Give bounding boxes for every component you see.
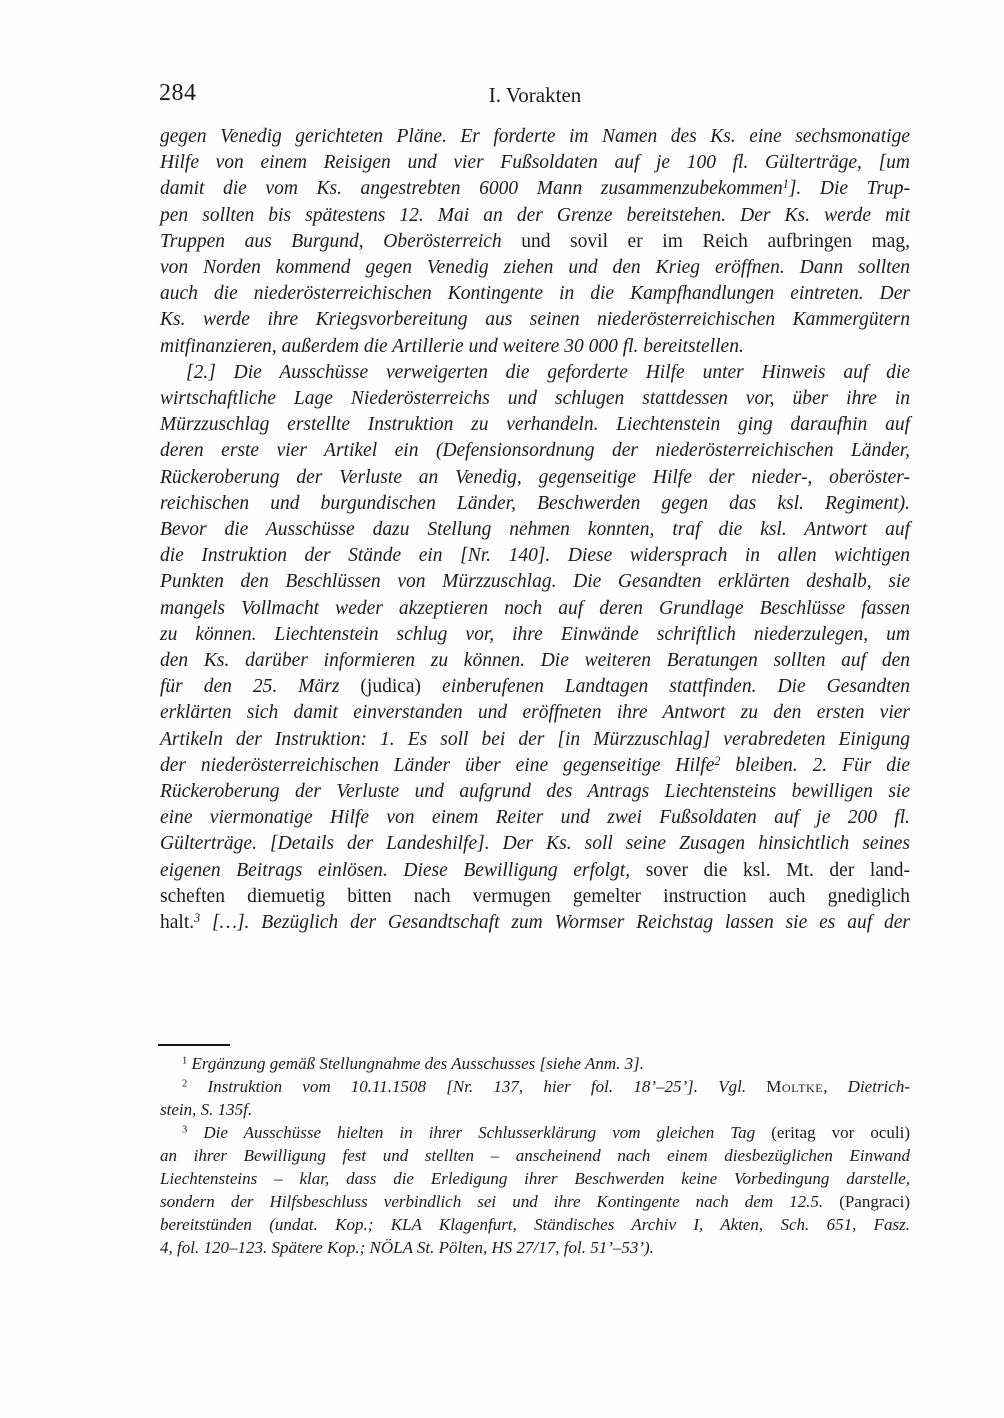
text-line [160, 412, 910, 438]
text-run: erklärten sich damit einverstanden und eröffneten ihre Antwort zu den ersten vier [160, 702, 910, 724]
text-line [160, 648, 910, 674]
text-line [160, 307, 910, 333]
text-line [160, 700, 910, 726]
main-text-block [160, 124, 910, 936]
text-run: sondern der Hilfsbeschluss verbindlich sei und ihre Kontingente nach dem 12.5. [160, 1192, 840, 1211]
text-run: deren erste vier Artikel ein (Defensionsordnung der niederösterreichischen Länder, [160, 440, 910, 462]
text-line [160, 1121, 910, 1144]
text-line [160, 1236, 910, 1259]
text-line [160, 1075, 910, 1098]
text-line [160, 386, 910, 412]
text-run: Hilfe von einem Reisigen und vier Fußsoldaten auf je 100 fl. Gülterträge, [um [160, 152, 910, 174]
text-line [160, 124, 910, 150]
text-run: Ks. werde ihre Kriegsvorbereitung aus seinen niederösterreichischen Kammergütern [160, 309, 910, 331]
text-line [160, 281, 910, 307]
text-run: der niederösterreichischen Länder über eine gegenseitige Hilfe [160, 754, 715, 776]
text-line [160, 831, 910, 857]
text-line [160, 727, 910, 753]
text-run: Rückeroberung der Verluste an Venedig, gegenseitige Hilfe der nieder-, oberöster- [160, 466, 910, 488]
text-line [160, 203, 910, 229]
text-line [160, 753, 910, 779]
footnote-marker: 1 [782, 177, 789, 192]
text-run: Rückeroberung der Verluste und aufgrund des Antrags Liechtensteins bewilligen sie [160, 781, 910, 803]
text-run: auch die niederösterreichischen Kontingente in die Kampfhandlungen eintreten. Der [160, 283, 910, 305]
text-line [160, 465, 910, 491]
text-run: Ergänzung gemäß Stellungnahme des Ausschusses [siehe Anm. 3]. [187, 1054, 645, 1073]
text-run: eigenen Beitrags einlösen. Diese Bewilligung erfolgt, [160, 859, 631, 881]
text-run: Truppen aus Burgund, Oberösterreich [160, 230, 502, 252]
text-line [160, 674, 910, 700]
text-run: mitfinanzieren, außerdem die Artillerie und weitere 30 000 fl. bereitstellen. [160, 335, 744, 357]
text-run: Instruktion vom 10.11.1508 [Nr. 137, hier fol. 18’–25’]. Vgl. [187, 1077, 767, 1096]
text-run: eine viermonatige Hilfe von einem Reiter und zwei Fußsoldaten auf je 200 fl. [160, 807, 910, 829]
footnote-marker: 2 [182, 1078, 188, 1090]
footnote-marker: 2 [714, 753, 721, 768]
text-line [160, 360, 910, 386]
text-run: Liechtensteins – klar, dass die Erledigung ihrer Beschwerden keine Vorbedingung darstelle, [160, 1169, 910, 1188]
footnotes-block [160, 1052, 910, 1259]
text-run: scheften diemuetig bitten nach vermugen gemelter instruction auch gnediglich [160, 885, 910, 907]
text-line [160, 255, 910, 281]
text-run: halt. [160, 912, 195, 934]
text-run: (eritag vor oculi) [771, 1123, 910, 1142]
text-run: für den 25. März [160, 676, 361, 698]
text-run: zu können. Liechtenstein schlug vor, ihre Einwände schriftlich niederzulegen, um [160, 623, 910, 645]
text-run: Moltke [766, 1077, 824, 1096]
text-run: wirtschaftliche Lage Niederösterreichs und schlugen stattdessen vor, über ihre in [160, 388, 910, 410]
text-run: reichischen und burgundischen Länder, Beschwerden gegen das ksl. Regiment). [160, 492, 910, 514]
text-line [160, 910, 910, 936]
footnote-separator-rule [158, 1044, 230, 1046]
text-run: pen sollten bis spätestens 12. Mai an der Grenze bereitstehen. Der Ks. werde mit [160, 204, 910, 226]
page-number: 284 [159, 80, 197, 106]
text-line [160, 1190, 910, 1213]
text-run: Bevor die Ausschüsse dazu Stellung nehmen konnten, traf die ksl. Antwort auf [160, 519, 910, 541]
text-run: mangels Vollmacht weder akzeptieren noch auf deren Grundlage Beschlüsse fassen [160, 597, 910, 619]
text-line [160, 779, 910, 805]
text-line [160, 176, 910, 202]
text-run: sover die ksl. Mt. der land- [630, 859, 910, 881]
text-line [160, 596, 910, 622]
text-run: [2.] Die Ausschüsse verweigerten die geforderte Hilfe unter Hinweis auf die [186, 361, 910, 383]
text-run: Mürzzuschlag erstellte Instruktion zu verhandeln. Liechtenstein ging daraufhin auf [160, 414, 910, 436]
text-run: damit die vom Ks. angestrebten 6000 Mann zusammenzubekommen [160, 178, 783, 200]
text-run: ]. Die Trup- [788, 178, 910, 200]
text-line [160, 229, 910, 255]
text-line [160, 884, 910, 910]
text-line [160, 491, 910, 517]
text-run: und sovil er im Reich aufbringen mag, [501, 230, 910, 252]
text-run: bleiben. 2. Für die [720, 754, 911, 776]
text-run: bereitstünden (undat. Kop.; KLA Klagenfurt, Ständisches Archiv I, Akten, Sch. 651, Fasz. [160, 1215, 910, 1234]
text-run: den Ks. darüber informieren zu können. Die weiteren Beratungen sollten auf den [160, 650, 910, 672]
text-run: […]. Bezüglich der Gesandtschaft zum Wormser Reichstag lassen sie es auf der [200, 912, 910, 934]
text-line [160, 1167, 910, 1190]
footnote-marker: 3 [182, 1124, 188, 1136]
text-run: 4, fol. 120–123. Spätere Kop.; NÖLA St. Pölten, HS 27/17, fol. 51’–53’). [160, 1238, 654, 1257]
text-run: Die Ausschüsse hielten in ihrer Schlusserklärung vom gleichen Tag [187, 1123, 772, 1142]
text-run: Artikeln der Instruktion: 1. Es soll bei der [in Mürzzuschlag] verabredeten Einigung [160, 728, 910, 750]
text-line [160, 438, 910, 464]
text-run: stein, S. 135f. [160, 1100, 253, 1119]
text-run: (judica) [360, 676, 422, 698]
text-run: an ihrer Bewilligung fest und stellten – anscheinend nach einem diesbezüglichen Einwand [160, 1146, 910, 1165]
text-line [160, 1098, 910, 1121]
text-run: die Instruktion der Stände ein [Nr. 140]. Diese widersprach in allen wichtigen [160, 545, 910, 567]
text-line [160, 517, 910, 543]
footnote-marker: 1 [182, 1055, 188, 1067]
running-header: I. Vorakten [488, 83, 582, 107]
text-line [160, 1213, 910, 1236]
text-run: einberufenen Landtagen stattfinden. Die Gesandten [421, 676, 910, 698]
text-run: Gülterträge. [Details der Landeshilfe]. Der Ks. soll seine Zusagen hinsichtlich seines [160, 833, 910, 855]
text-run: (Pangraci) [839, 1192, 910, 1211]
text-line [160, 1144, 910, 1167]
text-line [160, 1052, 910, 1075]
footnote-marker: 3 [194, 911, 201, 926]
text-line [160, 334, 910, 360]
text-run: gegen Venedig gerichteten Pläne. Er forderte im Namen des Ks. eine sechsmonatige [160, 126, 910, 147]
text-line [160, 805, 910, 831]
text-run: von Norden kommend gegen Venedig ziehen und den Krieg eröffnen. Dann sollten [160, 257, 910, 279]
text-line [160, 622, 910, 648]
text-line [160, 858, 910, 884]
text-line [160, 543, 910, 569]
text-run: , Dietrich- [823, 1077, 910, 1096]
text-line [160, 569, 910, 595]
text-line [160, 150, 910, 176]
text-run: Punkten den Beschlüssen von Mürzzuschlag. Die Gesandten erklärten deshalb, sie [160, 571, 910, 593]
